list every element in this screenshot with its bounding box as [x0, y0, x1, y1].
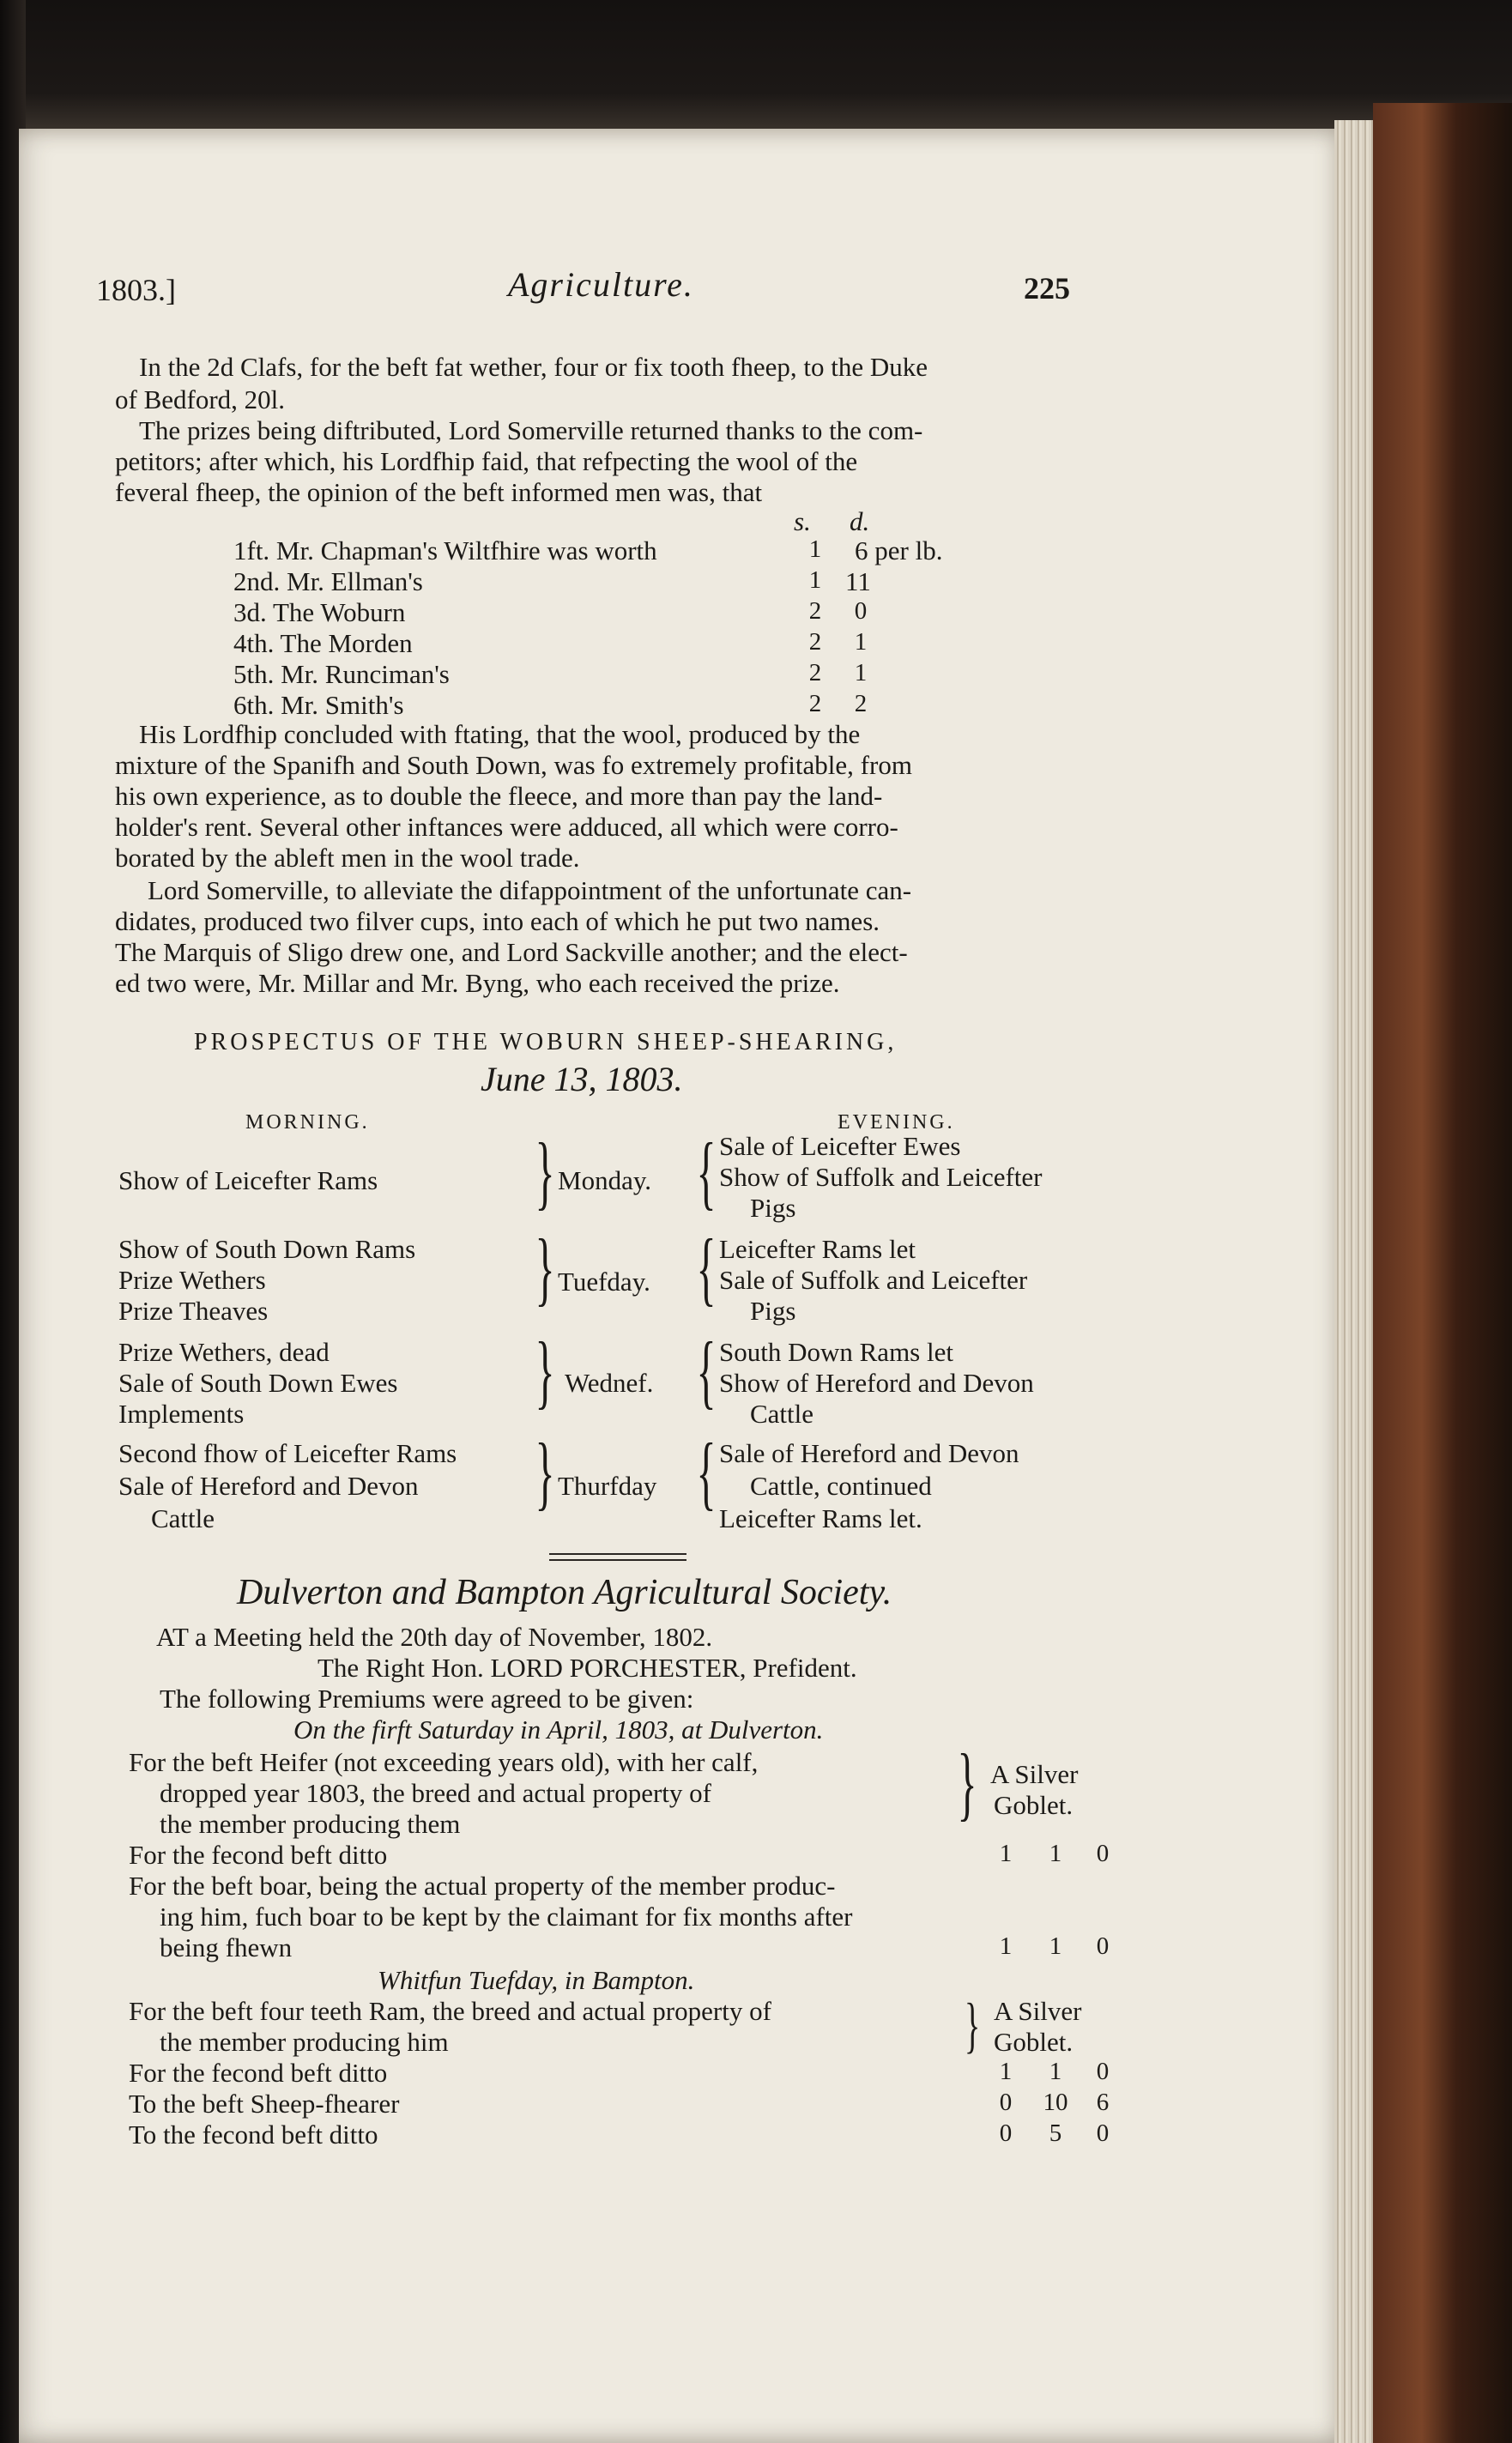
brace-right: } [535, 1222, 555, 1314]
section-divider [549, 1559, 686, 1561]
society-meeting: AT a Meeting held the 20th day of November, 1802. [156, 1622, 713, 1652]
wool-row-s: 2 [808, 628, 822, 656]
prize-item-label: To the fecond beft ditto [129, 2119, 378, 2150]
amount-pounds: 1 [999, 1932, 1013, 1960]
para2-line-1: His Lordfhip concluded with ftating, that the wool, produced by the [139, 719, 861, 749]
para2-line-3: his own experience, as to double the fleece, and more than pay the land- [115, 781, 883, 811]
boar-line-3: being fhewn [160, 1932, 293, 1962]
prize-item-label: To the beft Sheep-fhearer [129, 2089, 400, 2119]
para3-line-1: Lord Somerville, to alleviate the difappointment of the unfortunate can- [148, 875, 912, 905]
wednesday-morning: Sale of South Down Ewes [118, 1368, 398, 1398]
wool-row-s: 1 [808, 535, 822, 563]
header-year: 1803.] [96, 273, 176, 307]
wool-row-s: 1 [808, 566, 822, 594]
wednesday-morning: Implements [118, 1399, 245, 1429]
amount-pence: 0 [1096, 2058, 1110, 2085]
boar-line-2: ing him, fuch boar to be kept by the claimant for fix months after [160, 1902, 853, 1932]
brace-right: } [535, 1325, 555, 1417]
monday-morning: Show of Leicefter Rams [118, 1165, 378, 1195]
brace-right: } [964, 1990, 981, 2059]
tuesday-morning: Show of South Down Rams [118, 1234, 416, 1264]
tuesday-evening: Sale of Suffolk and Leicefter [719, 1265, 1028, 1295]
amount-pence: 0 [1096, 2119, 1110, 2147]
col-pence: d. [850, 506, 870, 536]
wool-row-d: 11 [845, 566, 871, 596]
amount-shillings: 1 [1049, 1840, 1062, 1867]
leather-cover [1373, 103, 1512, 2443]
brace-left: { [696, 1325, 717, 1417]
prize-item-label: For the fecond beft ditto [129, 2058, 388, 2088]
wool-row-d: 6 per lb. [855, 535, 943, 565]
amount-shillings: 5 [1049, 2119, 1062, 2147]
thursday-morning: Sale of Hereford and Devon [118, 1471, 419, 1501]
brace-left: { [696, 1222, 717, 1314]
heifer-prize: Goblet. [994, 1790, 1074, 1820]
wool-row-s: 2 [808, 659, 822, 686]
wool-row-d: 2 [854, 690, 868, 717]
thursday-morning: Second fhow of Leicefter Rams [118, 1438, 457, 1468]
wednesday-evening: South Down Rams let [719, 1337, 953, 1367]
amount-pence: 0 [1096, 1932, 1110, 1960]
amount-shillings: 10 [1043, 2089, 1068, 2116]
wool-row-label: 2nd. Mr. Ellman's [233, 566, 423, 596]
wool-row-s: 2 [808, 597, 822, 625]
heifer-line-1: For the beft Heifer (not exceeding years old), with her calf, [129, 1747, 759, 1777]
intro-line-5: feveral fheep, the opinion of the beft informed men was, that [115, 477, 763, 507]
morning-label: MORNING. [245, 1111, 370, 1134]
brace-left: { [696, 1426, 717, 1518]
amount-shillings: 1 [1049, 2058, 1062, 2085]
society-intro: The following Premiums were agreed to be given: [160, 1684, 694, 1714]
para2-line-2: mixture of the Spanifh and South Down, was fo extremely profitable, from [115, 750, 912, 780]
intro-line-2: of Bedford, 20l. [115, 384, 286, 414]
wool-row-d: 1 [854, 659, 868, 686]
amount-shillings: 1 [1049, 1932, 1062, 1960]
wednesday-morning: Prize Wethers, dead [118, 1337, 330, 1367]
heifer-line-2: dropped year 1803, the breed and actual property of [160, 1778, 711, 1808]
intro-line-3: The prizes being diftributed, Lord Somerville returned thanks to the com- [139, 415, 923, 445]
para3-line-2: didates, produced two filver cups, into each of which he put two names. [115, 906, 880, 936]
wool-row-label: 6th. Mr. Smith's [233, 690, 404, 720]
para3-line-4: ed two were, Mr. Millar and Mr. Byng, who each received the prize. [115, 968, 840, 998]
amount-pounds: 0 [999, 2119, 1013, 2147]
heifer-prize: A Silver [990, 1759, 1079, 1789]
wednesday-evening: Cattle [750, 1399, 814, 1429]
tuesday-evening: Pigs [750, 1296, 796, 1326]
wednesday-evening: Show of Hereford and Devon [719, 1368, 1034, 1398]
wool-row-s: 2 [808, 690, 822, 717]
intro-line-4: petitors; after which, his Lordfhip faid, that refpecting the wool of the [115, 446, 858, 476]
thursday-morning: Cattle [151, 1503, 215, 1533]
thursday-evening: Cattle, continued [750, 1471, 932, 1501]
prospectus-title: PROSPECTUS OF THE WOBURN SHEEP-SHEARING, [194, 1029, 898, 1055]
brace-left: { [696, 1126, 717, 1218]
amount-pounds: 0 [999, 2089, 1013, 2116]
monday-evening: Sale of Leicefter Ewes [719, 1131, 961, 1161]
wednesday-label: Wednef. [565, 1368, 654, 1398]
amount-pence: 6 [1096, 2089, 1110, 2116]
monday-evening: Show of Suffolk and Leicefter [719, 1162, 1043, 1192]
ram-line-2: the member producing him [160, 2027, 449, 2057]
page-number: 225 [1024, 271, 1070, 305]
amount-pounds: 1 [999, 1840, 1013, 1867]
brace-right: } [535, 1426, 555, 1518]
boar-line-1: For the beft boar, being the actual property of the member produc- [129, 1871, 836, 1901]
thursday-evening: Leicefter Rams let. [719, 1503, 922, 1533]
brace-right: } [535, 1126, 555, 1218]
para2-line-4: holder's rent. Several other inftances were adduced, all which were corro- [115, 812, 898, 842]
second-heifer-label: For the fecond beft ditto [129, 1840, 388, 1870]
wool-row-label: 4th. The Morden [233, 628, 413, 658]
para3-line-3: The Marquis of Sligo drew one, and Lord Sackville another; and the elect- [115, 937, 908, 967]
page-edges [1334, 120, 1377, 2443]
amount-pence: 0 [1096, 1840, 1110, 1867]
section-dulverton: On the firft Saturday in April, 1803, at Dulverton. [293, 1714, 824, 1745]
wool-row-label: 3d. The Woburn [233, 597, 406, 627]
wool-row-d: 0 [854, 597, 868, 625]
wool-row-label: 5th. Mr. Runciman's [233, 659, 450, 689]
monday-evening: Pigs [750, 1193, 796, 1223]
ram-prize: Goblet. [994, 2027, 1074, 2057]
monday-label: Monday. [558, 1165, 652, 1195]
society-title: Dulverton and Bampton Agricultural Society. [237, 1573, 892, 1612]
section-divider [549, 1553, 686, 1555]
prospectus-date: June 13, 1803. [481, 1060, 683, 1098]
thursday-label: Thurfday [558, 1471, 657, 1501]
top-background [0, 0, 1512, 133]
col-shillings: s. [794, 506, 811, 536]
wool-row-d: 1 [854, 628, 868, 656]
brace-right: } [957, 1737, 977, 1829]
tuesday-evening: Leicefter Rams let [719, 1234, 916, 1264]
para2-line-5: borated by the ableft men in the wool trade. [115, 843, 580, 873]
thursday-evening: Sale of Hereford and Devon [719, 1438, 1019, 1468]
header-title: Agriculture. [508, 265, 694, 304]
wool-row-label: 1ft. Mr. Chapman's Wiltfhire was worth [233, 535, 657, 565]
tuesday-morning: Prize Wethers [118, 1265, 266, 1295]
section-bampton: Whitfun Tuefday, in Bampton. [378, 1965, 695, 1995]
heifer-line-3: the member producing them [160, 1809, 461, 1839]
society-president: The Right Hon. LORD PORCHESTER, Prefident. [318, 1653, 857, 1683]
ram-prize: A Silver [994, 1996, 1082, 2026]
amount-pounds: 1 [999, 2058, 1013, 2085]
ram-line-1: For the beft four teeth Ram, the breed and actual property of [129, 1996, 771, 2026]
intro-line-1: In the 2d Clafs, for the beft fat wether, four or fix tooth fheep, to the Duke [139, 352, 928, 382]
tuesday-label: Tuefday. [558, 1267, 650, 1297]
tuesday-morning: Prize Theaves [118, 1296, 269, 1326]
evening-label: EVENING. [838, 1111, 955, 1134]
